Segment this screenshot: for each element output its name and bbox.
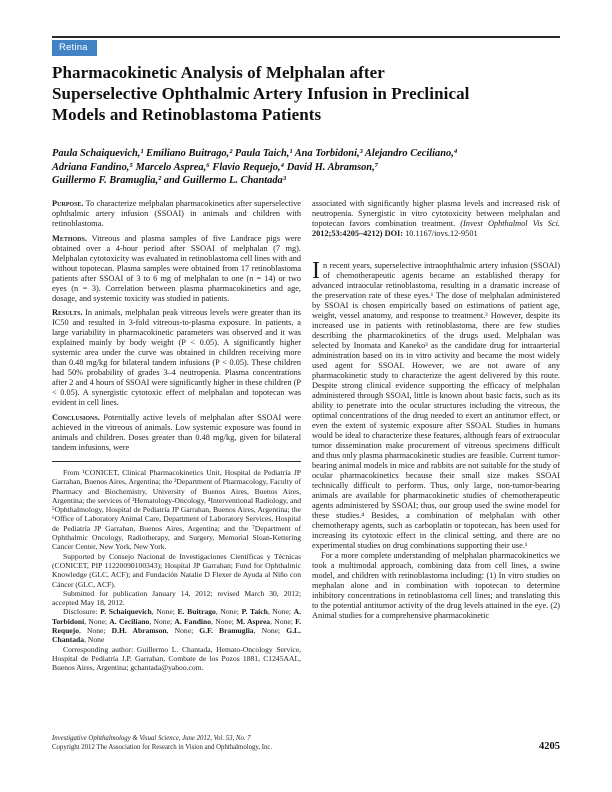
journal-footer bbox=[52, 734, 382, 752]
title-line: Models and Retinoblastoma Patients bbox=[52, 105, 322, 124]
left-column bbox=[52, 199, 301, 673]
two-column-body bbox=[52, 199, 560, 673]
disclosure-status: , None; bbox=[215, 607, 242, 617]
disclosure-name: A. Ceciliano bbox=[109, 616, 150, 626]
abstract-text: Potentially active levels of melphalan after SSOAI were achieved in the vitreous of animals. Low systemic exposure was found in animals and children. Doses greater than 0.48 mg/kg, given for bilateral tandem infusions, were bbox=[52, 412, 301, 452]
disclosure-status: , None; bbox=[84, 616, 110, 626]
abstract-conclusions bbox=[52, 413, 301, 453]
disclosure-name: P. Schaiquevich bbox=[100, 607, 152, 617]
disclosure-status: , None; bbox=[79, 626, 112, 636]
abstract-label: Purpose. bbox=[52, 199, 84, 208]
drop-cap: I bbox=[312, 258, 320, 284]
disclosure-status: , None; bbox=[166, 626, 200, 636]
footnote-support: Supported by Consejo Nacional de Investigaciones Científicas y Técnicas (CONICET, PIP 11220090100343); Hospital JP Garrahan; Fund for Ophthalmic Knowledge (GLC, ACF); and Fundación Natalie D Flexer de Ayuda al Niño con Cáncer (GLC, ACF). bbox=[52, 551, 301, 589]
footer-journal-line: Investigative Ophthalmology & Visual Science, June 2012, Vol. 53, No. 7 bbox=[52, 735, 251, 742]
disclosure-name: D.H. Abramson bbox=[111, 626, 167, 636]
abstract-text: Vitreous and plasma samples of five Landrace pigs were obtained over a 4-hour period after SSOAI of melphalan (7 mg). Melphalan cytotoxicity was evaluated in retinoblastoma cell lines with and without topotecan. Plasma samples were obtained from 17 retinoblastoma patients after SSOAI of 3 to 6 mg of melphalan to one (n = 14) or two eyes (n = 3). Correlation between plasma pharmacokinetics and age, dosage, and systemic toxicity was studied in patients. bbox=[52, 233, 301, 303]
citation-volume: 2012;53:4205–4212) DOI: bbox=[312, 229, 404, 238]
abstract-text: associated with significantly higher plasma levels and increased risk of neutropenia. Synergistic in vitro cytotoxicity between melphalan and topotecan favors combination treatment. bbox=[312, 199, 560, 228]
footnote-divider bbox=[52, 461, 301, 462]
abstract-purpose bbox=[52, 199, 301, 229]
citation-journal: (Invest Ophthalmol Vis Sci. bbox=[460, 219, 560, 228]
disclosure-name: P. Taich bbox=[241, 607, 268, 617]
author-list bbox=[52, 147, 560, 188]
footnote-corresponding-author: Corresponding author: Guillermo L. Chantada, Hemato-Oncology Service, Hospital de Pediatría J.P. Garrahan, Combate de los Pozos 1881, C1245AAL, Buenos Aires, Argentina; gchantada@yahoo.com. bbox=[52, 644, 301, 673]
disclosure-status: , None bbox=[84, 635, 105, 645]
disclosure-status: , None; bbox=[151, 607, 178, 617]
section-badge: Retina bbox=[52, 40, 97, 56]
abstract-label: Conclusions. bbox=[52, 412, 100, 422]
abstract-results bbox=[52, 308, 301, 408]
abstract-label: Results. bbox=[52, 308, 83, 317]
disclosure-name: E. Buitrago bbox=[177, 607, 216, 617]
disclosure-name: A. Torbidoni bbox=[52, 607, 301, 626]
disclosure-status: , None; bbox=[211, 616, 237, 626]
abstract-methods bbox=[52, 234, 301, 304]
intro-paragraph-1 bbox=[312, 258, 560, 551]
top-rule bbox=[52, 36, 560, 38]
intro-text: n recent years, superselective intraophthalmic artery infusion (SSOAI) of chemotherapeutic agents became an established therapy for advanced intraocular retinoblastoma, resulting in a dramatic increase of the preservation rate of these eyes.¹ The dose of melphalan administered by SSOAI is chosen empirically based on estimations of patient age, weight, vessel anatomy, and response to treatment.² However, despite its increased use in patients with retinoblastoma, there are few studies describing the pharmacokinetics of the drugs used. Melphalan was selected by Inomata and Kaneko³ as the candidate drug for intraarterial administration based on its in vitro activity and became the most widely used agent for SSOAI. However, we are not aware of any pharmacokinetic study to characterize the agent delivered by this route. Despite strong clinical evidence supporting the efficacy of melphalan administered through SSOAI, little is known about basic facts, such as its ability to penetrate into the ocular structures including the vitreous, the optimal concentrations of the drug needed to exert an antitumor effect, or even the extent of systemic exposure after SSOAI. Studies in humans would be ideal to characterize these features, although fears of extraocular tumor dissemination make procurement of vitreous specimens difficult and thus only plasma pharmacokinetic studies are feasible. Current tumor-bearing animal models in mice and rabbits are not suitable for the study of ocular pharmacokinetics because their small size makes SSOAI technically difficult to perform. Thus, only large, non-tumor-bearing animals are available for pharmacokinetic studies of chemotherapeutic agents administered by SSOAI; thus, our group used the swine model for these studies.⁴ Besides, a combination of melphalan with other chemotherapy agents, such as carboplatin or topotecan, has been used for increasing its cytotoxic effect in the clinical setting, and there are no experimental studies on drug combinations supporting their use.¹ bbox=[312, 261, 560, 550]
disclosure-status: , None; bbox=[253, 626, 287, 636]
footnote-submitted: Submitted for publication January 14, 2012; revised March 30, 2012; accepted May 18, 2012. bbox=[52, 588, 301, 608]
author-line: Adriana Fandino,⁵ Marcelo Asprea,⁶ Flavio Requejo,⁴ David H. Abramson,⁷ bbox=[52, 161, 379, 173]
disclosure-name: A. Fandino bbox=[174, 616, 212, 626]
author-line: Paula Schaiquevich,¹ Emiliano Buitrago,² Paula Taich,¹ Ana Torbidoni,³ Alejandro Ceciliano,⁴ bbox=[52, 148, 458, 159]
citation-doi: 10.1167/iovs.12-9501 bbox=[405, 229, 478, 238]
disclosure-name: M. Asprea bbox=[236, 616, 271, 626]
disclosure-name: F. Requejo bbox=[52, 616, 301, 636]
disclosure-name: G.F. Bramuglia bbox=[199, 626, 254, 636]
footer-copyright-line: Copyright 2012 The Association for Research in Vision and Ophthalmology, Inc. bbox=[52, 744, 273, 751]
disclosure-label: Disclosure: bbox=[63, 607, 101, 617]
page-number: 4205 bbox=[539, 741, 560, 752]
footnote-affiliations: From ¹CONICET, Clinical Pharmacokinetics Unit, Hospital de Pediatría JP Garrahan, Buenos Aires, Argentina; the ²Department of Pharmacology, Faculty of Pharmacy and Biochemistry, University of Buenos Aires, Buenos Aires, Argentina; the services of ³Hematology-Oncology, ⁴Interventional Radiology, and ⁵Ophthalmology, Hospital de Pediatría JP Garrahan, Buenos Aires, Argentina; the ⁶Office of Laboratory Animal Care, Department of Laboratory Services, Hospital de Pediatría JP Garrahan, Buenos Aires, Argentina; and the ⁷Department of Ophthalmic Oncology, Radiotherapy, and Surgery, Memorial Sloan-Kettering Cancer Center, New York, New York. bbox=[52, 468, 301, 552]
abstract-continuation bbox=[312, 199, 560, 239]
disclosure-name: G.L. Chantada bbox=[52, 626, 302, 645]
abstract-label: Methods. bbox=[52, 233, 87, 243]
right-column bbox=[312, 199, 560, 673]
footnote-disclosure bbox=[52, 607, 301, 644]
abstract-text: In animals, melphalan peak vitreous levels were greater than its IC50 and resulted in 3-fold vitreous-to-plasma exposure. In patients, a large variability in pharmacokinetic parameters was observed and it was explained mainly by body weight (P < 0.05). A significantly higher systemic area under the curve was obtained in children receiving more than 0.48 mg/kg for bilateral tandem infusions (P < 0.05). These children had 50% probability of grades 3–4 neutropenia. Plasma concentrations after 2 and 4 hours of SSOAI were significantly higher in these children (P < 0.05). A synergistic cytotoxic effect of melphalan and topotecan was evident in cell lines. bbox=[52, 308, 301, 407]
title-line: Pharmacokinetic Analysis of Melphalan after bbox=[52, 63, 385, 82]
author-line: Guillermo F. Bramuglia,² and Guillermo L. Chantada³ bbox=[52, 175, 286, 186]
intro-paragraph-2: For a more complete understanding of melphalan pharmacokinetics we took a multimodal approach, combining data from cell lines, a swine model, and children with retinoblastoma including: (1) In vitro studies on mephalan alone and in combination with topotecan to determine inhibitory concentrations in retinoblastoma cell lines; and translating this to the potential antitumor activity of the drug levels attained in the eye. (2) Animal studies for a comprehensive pharmacokinetic bbox=[312, 551, 560, 620]
disclosure-status: , None; bbox=[267, 607, 294, 617]
article-title bbox=[52, 62, 560, 125]
abstract-text: To characterize melphalan pharmacokinetics after superselective ophthalmic artery infusion (SSOAI) in animals and children with retinoblastoma. bbox=[52, 199, 301, 228]
title-line: Superselective Ophthalmic Artery Infusion in Preclinical bbox=[52, 84, 470, 103]
disclosure-status: , None; bbox=[149, 616, 175, 626]
disclosure-status: , None; bbox=[270, 616, 296, 626]
